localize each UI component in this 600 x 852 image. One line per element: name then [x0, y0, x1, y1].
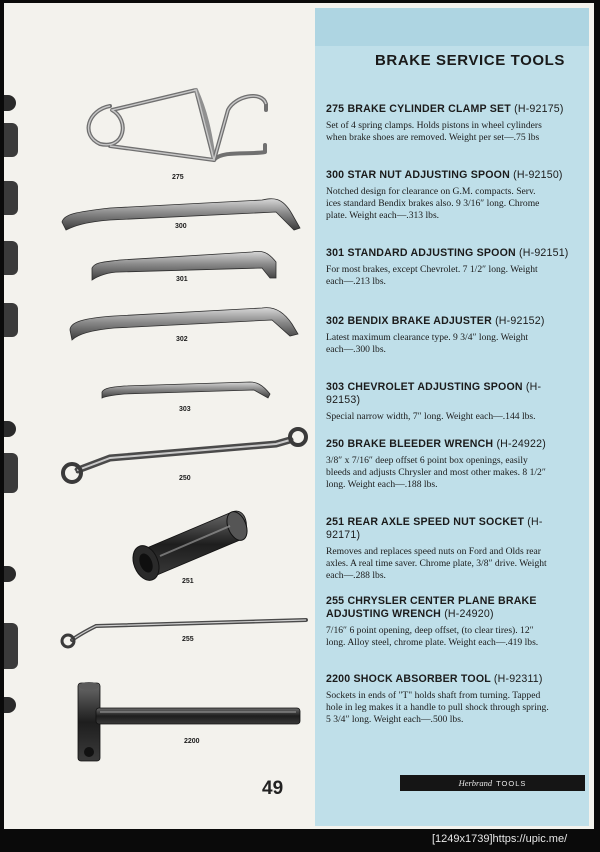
entry-code: (H-24922) — [496, 438, 546, 450]
entry-name: CHRYSLER CENTER PLANE BRAKE — [347, 595, 537, 607]
figure-label-301: 301 — [176, 276, 188, 283]
entry-number: 301 — [326, 247, 345, 259]
entry-description — [326, 332, 572, 356]
entry-code: (H-92151) — [519, 247, 569, 259]
product-entry-303 — [326, 381, 572, 423]
entry-heading — [326, 438, 572, 451]
entry-code: (H-24920) — [444, 608, 494, 620]
entry-name-continued: ADJUSTING WRENCH — [326, 608, 442, 620]
figure-label-303: 303 — [179, 406, 191, 413]
entry-name: CHEVROLET ADJUSTING SPOON — [347, 381, 523, 393]
product-entry-301 — [326, 247, 572, 288]
product-entry-2200 — [326, 673, 572, 727]
entry-description — [326, 411, 572, 423]
entry-description — [326, 690, 572, 727]
entry-number: 302 — [326, 315, 345, 327]
entry-name: BRAKE CYLINDER CLAMP SET — [347, 103, 511, 115]
socket-icon — [128, 509, 251, 584]
description-line: ices standard Bendix brakes also. 9 3/16″ long. Chrome — [326, 198, 540, 210]
description-line: each—.288 lbs. — [326, 570, 386, 582]
figure-label-300: 300 — [175, 223, 187, 230]
entry-code: (H-92152) — [495, 315, 545, 327]
entry-code: (H-92311) — [493, 673, 543, 685]
entry-heading — [326, 169, 572, 182]
description-line: long. Alloy steel, chrome plate. Weight each—.419 lbs. — [326, 637, 539, 649]
figure-label-2200: 2200 — [184, 738, 200, 745]
entry-description — [326, 120, 572, 144]
description-line: 3/8″ x 7/16″ deep offset 6 point box openings, easily — [326, 455, 528, 466]
product-entry-275 — [326, 103, 572, 144]
figure-label-250: 250 — [179, 475, 191, 482]
clamp-icon — [89, 90, 266, 160]
figure-label-251: 251 — [182, 578, 194, 585]
page-title: BRAKE SERVICE TOOLS — [374, 52, 565, 69]
description-line: Notched design for clearance on G.M. compacts. Serv. — [326, 186, 536, 197]
page-number: 49 — [262, 778, 284, 799]
entry-code: (H-92150) — [513, 169, 563, 181]
description-line: hole in leg makes it a handle to pull shock through spring. — [326, 702, 549, 714]
entry-name: STANDARD ADJUSTING SPOON — [347, 247, 516, 259]
entry-code: (H-92153) — [326, 381, 542, 406]
description-line: 5 3/4″ long. Weight each—.500 lbs. — [326, 714, 464, 726]
entry-name: SHOCK ABSORBER TOOL — [353, 673, 491, 685]
description-line: For most brakes, except Chevrolet. 7 1/2″ long. Weight — [326, 264, 538, 275]
entry-heading — [326, 381, 572, 407]
entry-heading — [326, 595, 572, 621]
brand-logo-script: Herbrand — [458, 778, 493, 788]
description-line: Special narrow width, 7″ long. Weight each—.144 lbs. — [326, 411, 536, 422]
product-entry-250 — [326, 438, 572, 492]
product-entry-300 — [326, 169, 572, 223]
entry-name: BRAKE BLEEDER WRENCH — [347, 438, 494, 450]
spoon-icon — [102, 382, 270, 398]
entry-number: 255 — [326, 595, 345, 607]
entry-heading — [326, 673, 572, 686]
entry-number: 251 — [326, 516, 345, 528]
entry-name: STAR NUT ADJUSTING SPOON — [347, 169, 510, 181]
product-entry-251 — [326, 516, 572, 583]
image-caption: [1249x1739]https://upic.me/ — [432, 833, 568, 845]
entry-description — [326, 264, 572, 288]
entry-number: 300 — [326, 169, 345, 181]
description-line: axles. A real time saver. Chrome plate, 3/8″ drive. Weight — [326, 558, 547, 570]
entry-code: (H-92175) — [514, 103, 564, 115]
t-handle-icon — [78, 682, 300, 761]
description-line: long. Weight each—.188 lbs. — [326, 479, 438, 491]
brand-footer-bar — [400, 775, 585, 791]
figure-label-275: 275 — [172, 174, 184, 181]
entry-code: (H-92171) — [326, 516, 543, 541]
product-entry-302 — [326, 315, 572, 356]
figure-label-302: 302 — [176, 336, 188, 343]
entry-description — [326, 455, 572, 492]
entry-description — [326, 625, 572, 649]
product-entry-255 — [326, 595, 572, 649]
entry-name: BENDIX BRAKE ADJUSTER — [347, 315, 492, 327]
entry-number: 275 — [326, 103, 345, 115]
description-line: Set of 4 spring clamps. Holds pistons in wheel cylinders — [326, 120, 542, 131]
entry-number: 250 — [326, 438, 345, 450]
entry-heading — [326, 315, 572, 328]
description-line: each—.213 lbs. — [326, 276, 386, 288]
description-line: Removes and replaces speed nuts on Ford and Olds rear — [326, 546, 542, 557]
description-line: Latest maximum clearance type. 9 3/4″ long. Weight — [326, 332, 529, 343]
description-line: each—.300 lbs. — [326, 344, 386, 356]
entry-description — [326, 186, 572, 223]
figure-label-255: 255 — [182, 636, 194, 643]
description-line: 7/16″ 6 point opening, deep offset, (to clear tires). 12″ — [326, 625, 534, 636]
description-line: plate. Weight each—.313 lbs. — [326, 210, 440, 222]
entry-heading — [326, 247, 572, 260]
entry-number: 303 — [326, 381, 345, 393]
description-line: Sockets in ends of "T" holds shaft from turning. Tapped — [326, 690, 541, 701]
entry-number: 2200 — [326, 673, 351, 685]
entry-description — [326, 546, 572, 583]
description-line: bleeds and adjusts Chrysler and most other makes. 8 1/2″ — [326, 467, 546, 479]
entry-heading — [326, 103, 572, 116]
brand-text: TOOLS — [496, 779, 527, 788]
description-line: when brake shoes are removed. Weight per set—.75 lbs — [326, 132, 540, 144]
entry-heading — [326, 516, 572, 542]
entry-name: REAR AXLE SPEED NUT SOCKET — [347, 516, 525, 528]
